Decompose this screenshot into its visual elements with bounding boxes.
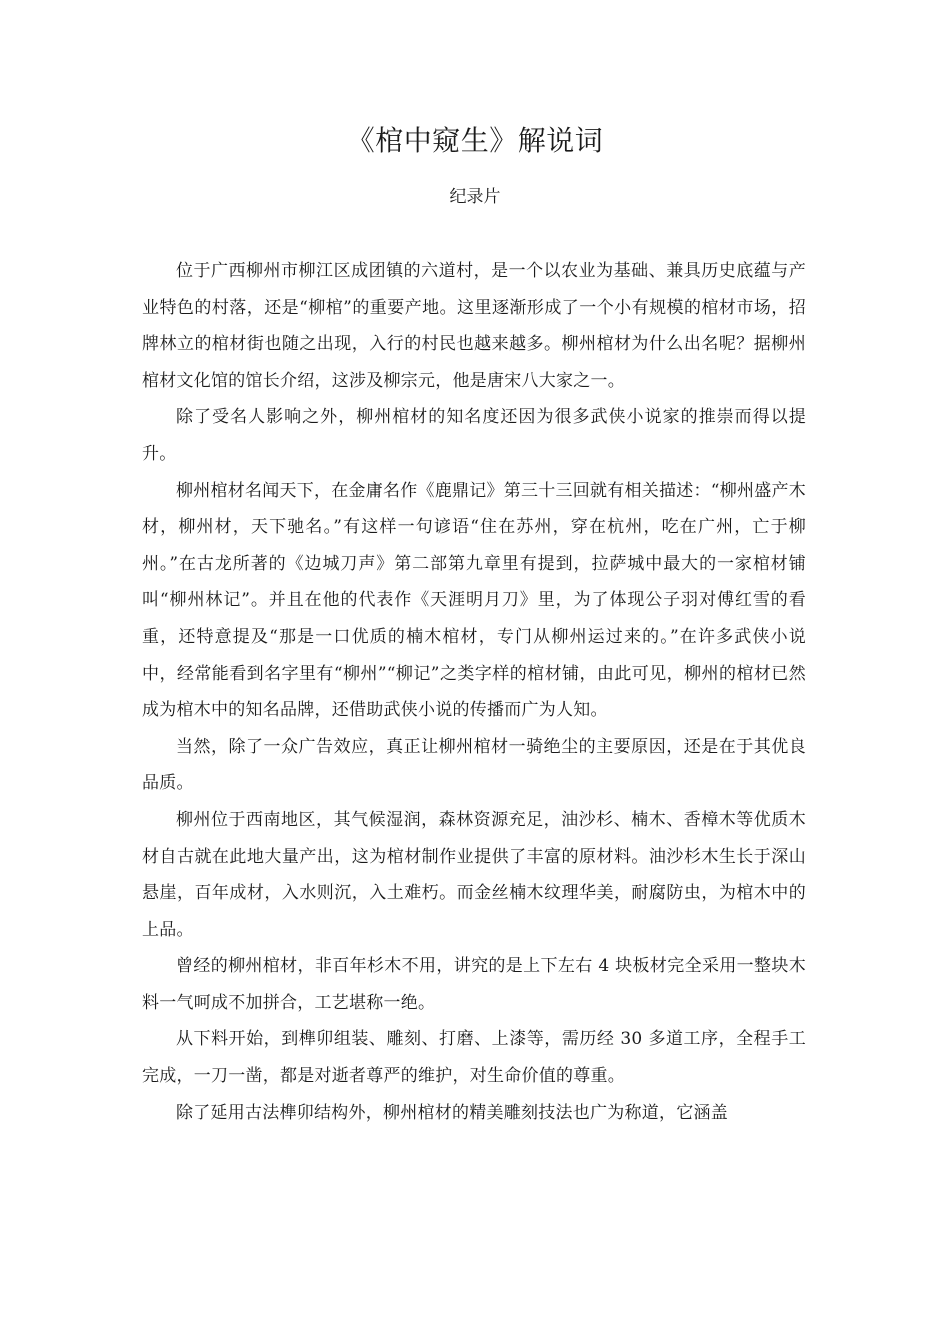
body-paragraph: 除了延用古法榫卯结构外，柳州棺材的精美雕刻技法也广为称道，它涵盖 [176,1102,728,1123]
body-paragraph: 从下料开始，到榫卯组装、雕刻、打磨、上漆等，需历经 30 多道工序，全程手工完成，一刀一凿，都是对逝者尊严的维护，对生命价值的尊重。 [142,1029,806,1087]
body-paragraph: 除了受名人影响之外，柳州棺材的知名度还因为很多武侠小说家的推崇而得以提升。 [142,407,806,464]
body-paragraph: 当然，除了一众广告效应，真正让柳州棺材一骑绝尘的主要原因，还是在于其优良品质。 [142,736,806,794]
body-paragraph: 柳州位于西南地区，其气候湿润，森林资源充足，油沙杉、楠木、香樟木等优质木材自古就在此地大量产出，这为棺材制作业提供了丰富的原材料。油沙杉木生长于深山悬崖，百年成材，入水则沉，入土难朽。而金丝楠木纹理华美，耐腐防虫，为棺木中的上品。 [142,809,806,940]
body-paragraph: 位于广西柳州市柳江区成团镇的六道村，是一个以农业为基础、兼具历史底蕴与产业特色的村落，还是“柳棺”的重要产地。这里逐渐形成了一个小有规模的棺材市场，招牌林立的棺材街也随之出现，入行的村民也越来越多。柳州棺材为什么出名呢？据柳州棺材文化馆的馆长介绍，这涉及柳宗元，他是唐宋八大家之一。 [142,261,806,391]
body-paragraph: 柳州棺材名闻天下，在金庸名作《鹿鼎记》第三十三回就有相关描述：“柳州盛产木材，柳州材，天下驰名。”有这样一句谚语“住在苏州，穿在杭州，吃在广州，亡于柳州。”在古龙所著的《边城刀声》第二部第九章里有提到，拉萨城中最大的一家棺材铺叫“柳州林记”。并且在他的代表作《天涯明月刀》里，为了体现公子羽对傅红雪的看重，还特意提及“那是一口优质的楠木棺材，专门从柳州运过来的。”在许多武侠小说中，经常能看到名字里有“柳州”“柳记”之类字样的棺材铺，由此可见，柳州的棺材已然成为棺木中的知名品牌，还借助武侠小说的传播而广为人知。 [142,480,806,721]
document-subtitle: 纪录片 [449,187,501,207]
document-title: 《棺中窥生》解说词 [346,124,604,157]
body-paragraph: 曾经的柳州棺材，非百年杉木不用，讲究的是上下左右 4 块板材完全采用一整块木料一气呵成不加拼合，工艺堪称一绝。 [142,956,806,1013]
document-body [142,253,806,1131]
